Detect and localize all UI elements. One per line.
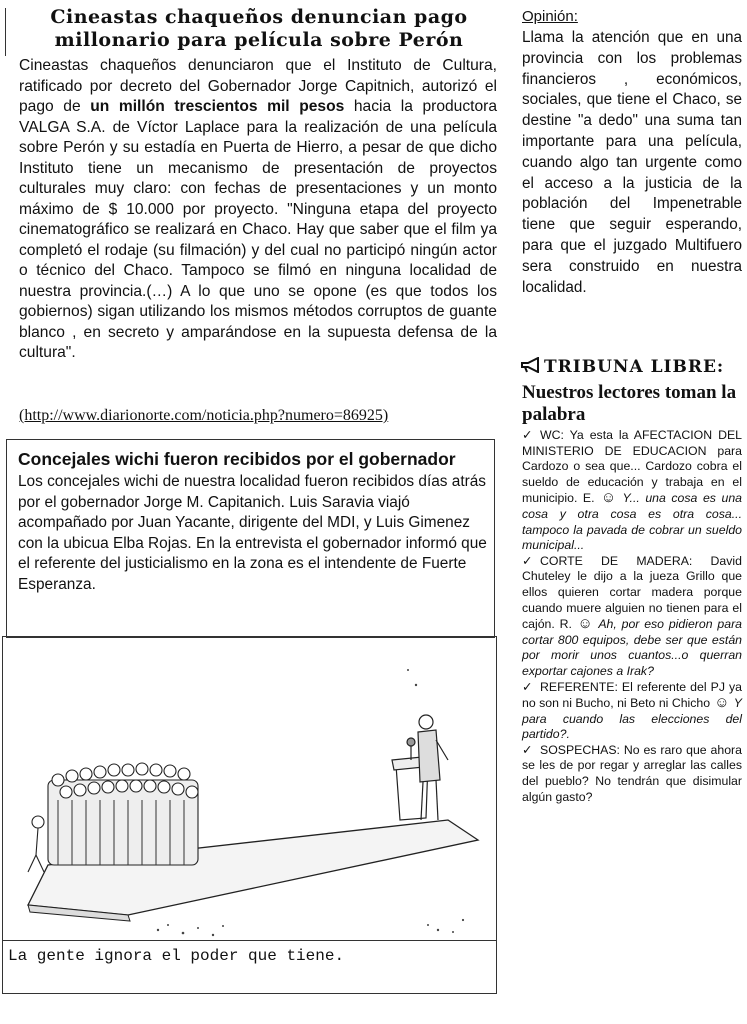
smiley-icon: ☺ bbox=[594, 489, 623, 507]
comment-text: REFERENTE: El referente del PJ ya no son ni Bucho, ni Beto ni Chicho bbox=[522, 679, 742, 711]
article-body-bold: un millón trescientos mil pesos bbox=[90, 98, 345, 115]
cartoon-caption: La gente ignora el poder que tiene. bbox=[8, 947, 345, 965]
source-link[interactable]: (http://www.diarionorte.com/noticia.php?numero=86925) bbox=[19, 407, 389, 424]
tribuna-heading bbox=[520, 357, 745, 378]
comment-text: CORTE DE MADERA: David Chuteley le dijo a la jueza Grillo que ellos quieren cortar madera porque cuando muere alguien no tienen para el cajón. R. bbox=[522, 553, 742, 632]
cartoon-illustration bbox=[8, 650, 490, 940]
comment-item bbox=[522, 680, 742, 743]
news-box-body: Los concejales wichi de nuestra localidad fueron recibidos días atrás por el gobernador Jorge M. Capitanich. Luis Saravia viajó acompañado por Juan Yacante, dirigente del MDI, y Luis Gimenez con la ubicua Elba Rojas. En la entrevista el gobernador informó que el referente del justicialismo en la zona es el intendente de Fuerte Esperanza. bbox=[18, 473, 487, 593]
column-rule bbox=[5, 8, 6, 56]
check-icon: ✓ bbox=[522, 553, 533, 568]
check-icon: ✓ bbox=[522, 742, 533, 757]
smiley-icon: ☺ bbox=[571, 615, 599, 633]
tribuna-title: TRIBUNA LIBRE: bbox=[544, 357, 725, 377]
smiley-icon: ☺ bbox=[710, 694, 734, 712]
article-body-text: Cineastas chaqueños denunciaron que el Instituto de Cultura, ratificado por decreto del Gobernador Jorge Capitnich, autorizó el pago de bbox=[19, 57, 497, 115]
article-body bbox=[19, 56, 497, 364]
check-icon: ✓ bbox=[522, 428, 533, 442]
megaphone-icon bbox=[520, 357, 544, 378]
comment-item bbox=[522, 743, 742, 805]
comment-text: SOSPECHAS: No es raro que ahora se les de por regar y arreglar las calles del pueblo? No tendrán que disimular algún gasto? bbox=[522, 742, 742, 804]
opinion-body: Llama la atención que en una provincia con los problemas financieros , económicos, sociales, que tiene el Chaco, se destine "a dedo" una suma tan importante para una película, cuando algo tan urgente como el acceso a la justicia de la población del Impenetrable tiene que seguir esperando, para que el juzgado Multifuero sera construido en nuestra localidad. bbox=[522, 29, 742, 296]
opinion-heading: Opinión: bbox=[522, 8, 578, 25]
comment-text: WC: Ya esta la AFECTACION DEL MINISTERIO DE EDUCACION para Cardozo o sea que... Cardozo cobra el sueldo de educación y trabaja en el municipio. E. bbox=[522, 428, 742, 506]
news-box-title: Concejales wichi fueron recibidos por el gobernador bbox=[18, 449, 456, 469]
comment-item bbox=[522, 554, 742, 680]
check-icon: ✓ bbox=[522, 679, 533, 694]
caption-divider bbox=[2, 940, 497, 941]
comment-reply: Y... una cosa es una cosa y otra cosa es otra cosa... tampoco la pavada de cobrar un sueldo municipal... bbox=[522, 491, 742, 553]
comment-item bbox=[522, 428, 742, 554]
reader-comments bbox=[522, 428, 742, 805]
tribuna-subtitle: Nuestros lectores toman la palabra bbox=[522, 382, 737, 425]
article-body-text: hacia la productora VALGA S.A. de Víctor Laplace para la realización de una película sobre Perón y su estadía en Puerta de Hierro, a pesar de que dicho Instituto tiene un mecanismo de presentación de proyectos culturales muy claro: con fechas de presentaciones y un monto máximo de $ 10.000 por proyecto. "Ninguna etapa del proyecto cinematográfico se realizará en Chaco. Hay que saber que el film ya completó el rodaje (su filmación) y del cual no participó ningún actor o técnico del Chaco. Tampoco se filmó en ninguna localidad de nuestra provincia.(…) A lo que uno se opone (es que todos los gobiernos) sigan utilizando los mismos métodos corruptos de guante blanco , en secreto y amparándose en la supuesta defensa de la cultura". bbox=[19, 98, 498, 361]
comment-reply: Ah, por eso pidieron para cortar 800 equipos, debe ser que están por morir unos cuantos...o querran exportar cajones a Irak? bbox=[522, 617, 743, 678]
article-source bbox=[19, 407, 497, 425]
comment-reply: Y para cuando las elecciones del partido?. bbox=[522, 696, 742, 742]
article-title: Cineastas chaqueños denuncian pago millonario para película sobre Perón bbox=[50, 6, 468, 51]
